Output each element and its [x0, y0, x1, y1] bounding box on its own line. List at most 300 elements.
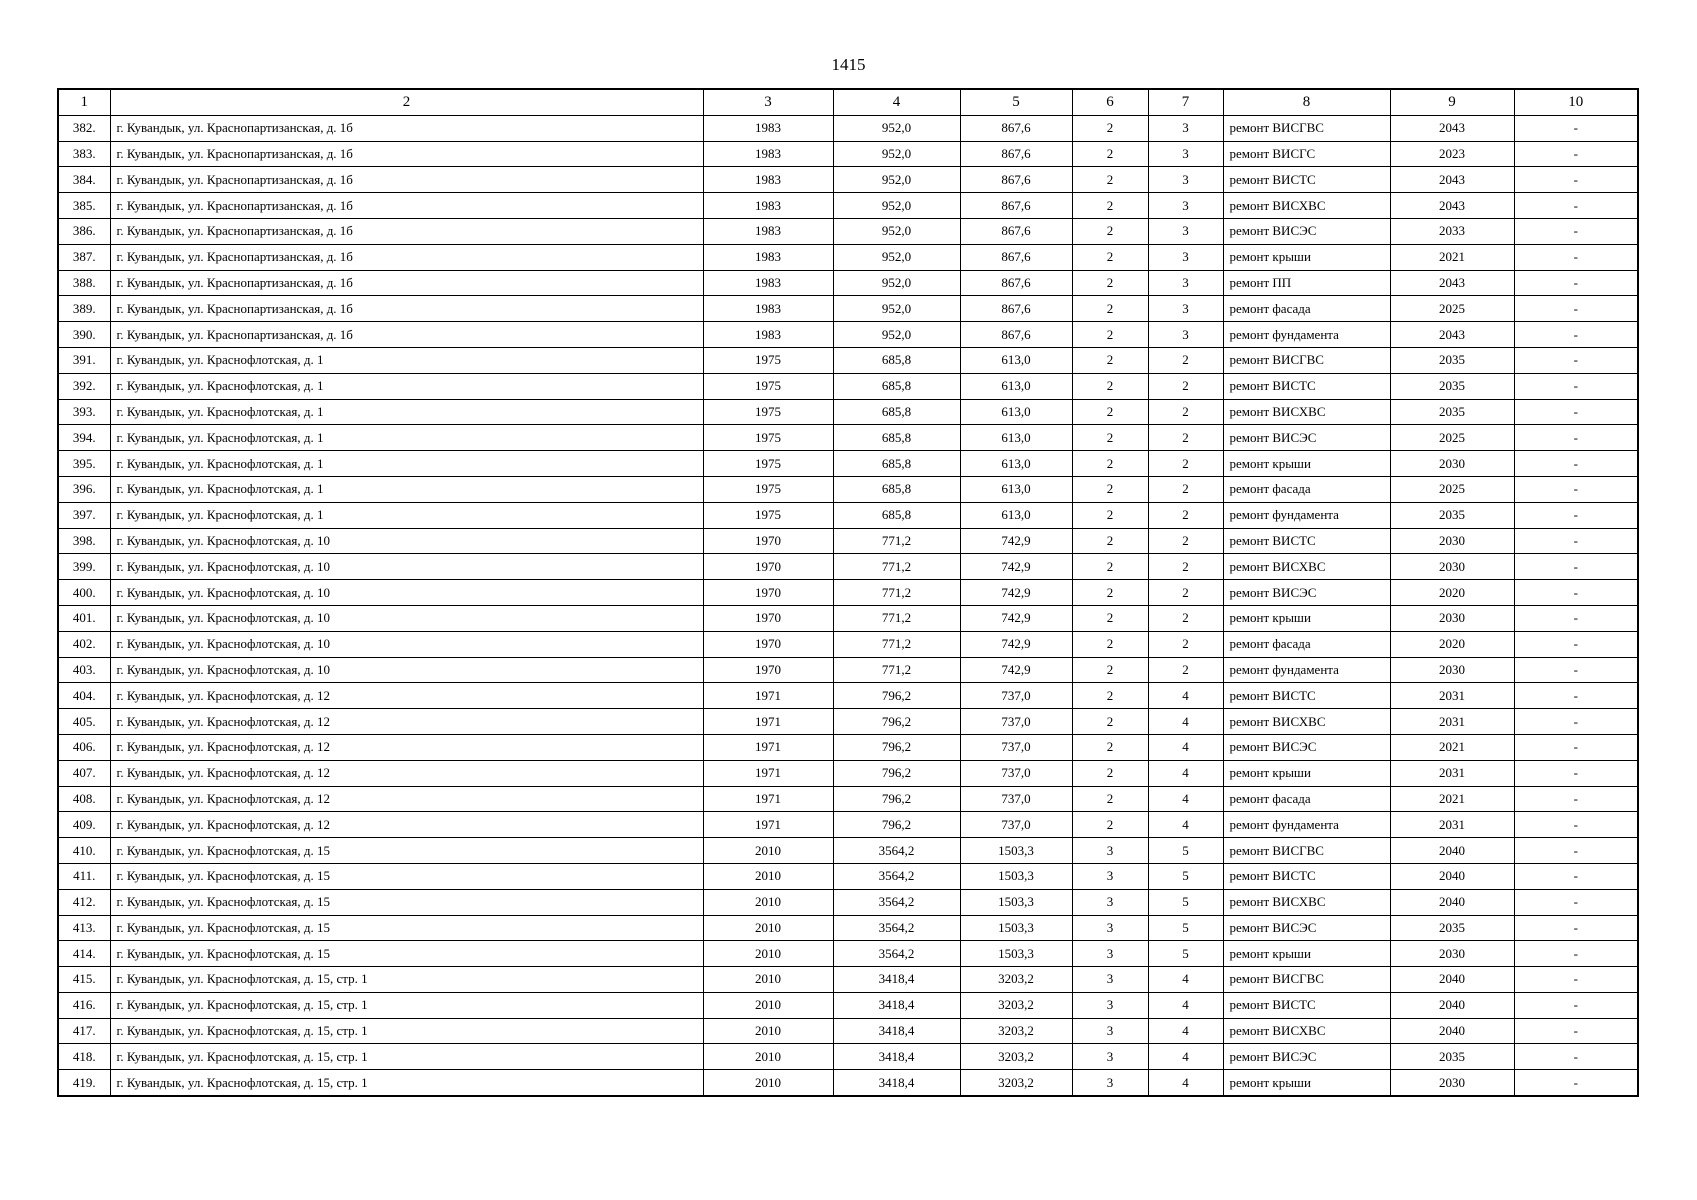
- table-row: [58, 683, 1638, 709]
- cell-col-7: 4: [1148, 1018, 1223, 1044]
- table-row: [58, 141, 1638, 167]
- cell-col-10: -: [1514, 967, 1638, 993]
- cell-col-1: 398.: [58, 528, 110, 554]
- cell-col-3: 2010: [703, 941, 833, 967]
- cell-col-10: -: [1514, 399, 1638, 425]
- cell-col-3: 2010: [703, 1044, 833, 1070]
- cell-col-9: 2035: [1390, 399, 1514, 425]
- cell-col-10: -: [1514, 141, 1638, 167]
- cell-col-1: 414.: [58, 941, 110, 967]
- cell-col-8: ремонт крыши: [1223, 451, 1390, 477]
- cell-col-2: г. Кувандык, ул. Краснофлотская, д. 12: [110, 709, 703, 735]
- cell-col-1: 392.: [58, 373, 110, 399]
- cell-col-4: 3564,2: [833, 941, 960, 967]
- cell-col-6: 3: [1072, 863, 1148, 889]
- cell-col-5: 867,6: [960, 141, 1072, 167]
- cell-col-9: 2025: [1390, 425, 1514, 451]
- cell-col-8: ремонт ВИСТС: [1223, 373, 1390, 399]
- cell-col-2: г. Кувандык, ул. Краснофлотская, д. 15, стр. 1: [110, 1070, 703, 1096]
- cell-col-10: -: [1514, 270, 1638, 296]
- cell-col-4: 3418,4: [833, 967, 960, 993]
- cell-col-10: -: [1514, 812, 1638, 838]
- header-cell-2: 2: [110, 89, 703, 115]
- cell-col-7: 2: [1148, 425, 1223, 451]
- cell-col-7: 4: [1148, 992, 1223, 1018]
- cell-col-10: -: [1514, 193, 1638, 219]
- cell-col-5: 742,9: [960, 554, 1072, 580]
- cell-col-5: 1503,3: [960, 889, 1072, 915]
- cell-col-6: 2: [1072, 347, 1148, 373]
- cell-col-5: 742,9: [960, 657, 1072, 683]
- cell-col-2: г. Кувандык, ул. Краснопартизанская, д. 1б: [110, 218, 703, 244]
- cell-col-10: -: [1514, 889, 1638, 915]
- cell-col-3: 1983: [703, 218, 833, 244]
- cell-col-7: 3: [1148, 322, 1223, 348]
- cell-col-4: 771,2: [833, 605, 960, 631]
- cell-col-9: 2035: [1390, 502, 1514, 528]
- cell-col-10: -: [1514, 373, 1638, 399]
- cell-col-5: 737,0: [960, 683, 1072, 709]
- cell-col-8: ремонт ВИСТС: [1223, 863, 1390, 889]
- cell-col-1: 409.: [58, 812, 110, 838]
- table-row: [58, 451, 1638, 477]
- cell-col-1: 390.: [58, 322, 110, 348]
- cell-col-10: -: [1514, 786, 1638, 812]
- cell-col-1: 393.: [58, 399, 110, 425]
- header-cell-1: 1: [58, 89, 110, 115]
- cell-col-1: 405.: [58, 709, 110, 735]
- cell-col-5: 1503,3: [960, 941, 1072, 967]
- cell-col-6: 2: [1072, 167, 1148, 193]
- cell-col-6: 2: [1072, 709, 1148, 735]
- cell-col-5: 3203,2: [960, 967, 1072, 993]
- table-row: [58, 786, 1638, 812]
- cell-col-9: 2031: [1390, 812, 1514, 838]
- cell-col-2: г. Кувандык, ул. Краснопартизанская, д. 1б: [110, 115, 703, 141]
- cell-col-3: 1983: [703, 322, 833, 348]
- cell-col-5: 742,9: [960, 631, 1072, 657]
- cell-col-8: ремонт ВИСХВС: [1223, 193, 1390, 219]
- cell-col-4: 796,2: [833, 760, 960, 786]
- cell-col-7: 5: [1148, 863, 1223, 889]
- cell-col-8: ремонт ВИСТС: [1223, 683, 1390, 709]
- cell-col-5: 3203,2: [960, 992, 1072, 1018]
- cell-col-9: 2030: [1390, 451, 1514, 477]
- cell-col-8: ремонт ВИСХВС: [1223, 1018, 1390, 1044]
- cell-col-7: 4: [1148, 709, 1223, 735]
- cell-col-1: 402.: [58, 631, 110, 657]
- cell-col-9: 2035: [1390, 373, 1514, 399]
- header-cell-10: 10: [1514, 89, 1638, 115]
- cell-col-1: 407.: [58, 760, 110, 786]
- cell-col-5: 867,6: [960, 115, 1072, 141]
- header-cell-4: 4: [833, 89, 960, 115]
- cell-col-6: 3: [1072, 1044, 1148, 1070]
- cell-col-8: ремонт фундамента: [1223, 502, 1390, 528]
- cell-col-1: 384.: [58, 167, 110, 193]
- cell-col-4: 952,0: [833, 244, 960, 270]
- header-cell-6: 6: [1072, 89, 1148, 115]
- table-row: [58, 167, 1638, 193]
- cell-col-5: 613,0: [960, 347, 1072, 373]
- table-row: [58, 115, 1638, 141]
- cell-col-1: 412.: [58, 889, 110, 915]
- cell-col-4: 952,0: [833, 322, 960, 348]
- cell-col-1: 397.: [58, 502, 110, 528]
- table-row: [58, 709, 1638, 735]
- cell-col-10: -: [1514, 760, 1638, 786]
- cell-col-2: г. Кувандык, ул. Краснофлотская, д. 10: [110, 631, 703, 657]
- cell-col-4: 796,2: [833, 734, 960, 760]
- cell-col-2: г. Кувандык, ул. Краснопартизанская, д. 1б: [110, 141, 703, 167]
- cell-col-9: 2040: [1390, 992, 1514, 1018]
- cell-col-4: 3418,4: [833, 1070, 960, 1096]
- cell-col-10: -: [1514, 1044, 1638, 1070]
- cell-col-8: ремонт ВИСЭС: [1223, 734, 1390, 760]
- cell-col-2: г. Кувандык, ул. Краснофлотская, д. 15, стр. 1: [110, 1018, 703, 1044]
- cell-col-5: 613,0: [960, 373, 1072, 399]
- cell-col-9: 2030: [1390, 1070, 1514, 1096]
- cell-col-3: 1971: [703, 709, 833, 735]
- cell-col-6: 3: [1072, 941, 1148, 967]
- cell-col-4: 3564,2: [833, 889, 960, 915]
- cell-col-8: ремонт ВИСГВС: [1223, 347, 1390, 373]
- table-row: [58, 554, 1638, 580]
- cell-col-10: -: [1514, 580, 1638, 606]
- cell-col-10: -: [1514, 244, 1638, 270]
- cell-col-1: 404.: [58, 683, 110, 709]
- cell-col-3: 2010: [703, 915, 833, 941]
- table-row: [58, 1018, 1638, 1044]
- cell-col-2: г. Кувандык, ул. Краснофлотская, д. 15: [110, 889, 703, 915]
- cell-col-3: 1983: [703, 270, 833, 296]
- table-row: [58, 218, 1638, 244]
- cell-col-2: г. Кувандык, ул. Краснопартизанская, д. 1б: [110, 167, 703, 193]
- cell-col-2: г. Кувандык, ул. Краснофлотская, д. 15, стр. 1: [110, 1044, 703, 1070]
- cell-col-8: ремонт ВИСЭС: [1223, 218, 1390, 244]
- cell-col-7: 2: [1148, 657, 1223, 683]
- cell-col-3: 1975: [703, 476, 833, 502]
- cell-col-6: 2: [1072, 605, 1148, 631]
- cell-col-8: ремонт ВИСЭС: [1223, 425, 1390, 451]
- cell-col-7: 2: [1148, 373, 1223, 399]
- cell-col-1: 396.: [58, 476, 110, 502]
- table-row: [58, 838, 1638, 864]
- cell-col-6: 3: [1072, 889, 1148, 915]
- table-row: [58, 889, 1638, 915]
- table-row: [58, 399, 1638, 425]
- cell-col-10: -: [1514, 347, 1638, 373]
- cell-col-5: 867,6: [960, 167, 1072, 193]
- cell-col-10: -: [1514, 838, 1638, 864]
- cell-col-9: 2035: [1390, 1044, 1514, 1070]
- cell-col-10: -: [1514, 502, 1638, 528]
- cell-col-3: 1970: [703, 657, 833, 683]
- cell-col-1: 386.: [58, 218, 110, 244]
- cell-col-6: 3: [1072, 992, 1148, 1018]
- cell-col-8: ремонт ВИСГВС: [1223, 838, 1390, 864]
- cell-col-10: -: [1514, 657, 1638, 683]
- cell-col-8: ремонт ВИСЭС: [1223, 915, 1390, 941]
- cell-col-2: г. Кувандык, ул. Краснофлотская, д. 12: [110, 786, 703, 812]
- cell-col-8: ремонт ВИСЭС: [1223, 1044, 1390, 1070]
- cell-col-6: 2: [1072, 244, 1148, 270]
- cell-col-3: 2010: [703, 1070, 833, 1096]
- cell-col-9: 2040: [1390, 1018, 1514, 1044]
- cell-col-3: 1975: [703, 347, 833, 373]
- cell-col-9: 2023: [1390, 141, 1514, 167]
- cell-col-7: 3: [1148, 141, 1223, 167]
- cell-col-4: 796,2: [833, 683, 960, 709]
- table-row: [58, 580, 1638, 606]
- table-row: [58, 244, 1638, 270]
- cell-col-2: г. Кувандык, ул. Краснопартизанская, д. 1б: [110, 270, 703, 296]
- cell-col-10: -: [1514, 528, 1638, 554]
- cell-col-8: ремонт крыши: [1223, 760, 1390, 786]
- cell-col-7: 5: [1148, 915, 1223, 941]
- cell-col-3: 1975: [703, 425, 833, 451]
- cell-col-2: г. Кувандык, ул. Краснофлотская, д. 15: [110, 863, 703, 889]
- cell-col-3: 1970: [703, 528, 833, 554]
- cell-col-4: 952,0: [833, 141, 960, 167]
- cell-col-6: 2: [1072, 373, 1148, 399]
- cell-col-10: -: [1514, 863, 1638, 889]
- cell-col-9: 2035: [1390, 915, 1514, 941]
- cell-col-8: ремонт крыши: [1223, 605, 1390, 631]
- cell-col-1: 417.: [58, 1018, 110, 1044]
- cell-col-2: г. Кувандык, ул. Краснофлотская, д. 15: [110, 941, 703, 967]
- cell-col-3: 1970: [703, 605, 833, 631]
- cell-col-1: 383.: [58, 141, 110, 167]
- cell-col-4: 3564,2: [833, 863, 960, 889]
- cell-col-4: 685,8: [833, 425, 960, 451]
- cell-col-3: 2010: [703, 889, 833, 915]
- table-row: [58, 347, 1638, 373]
- header-cell-8: 8: [1223, 89, 1390, 115]
- cell-col-7: 2: [1148, 605, 1223, 631]
- cell-col-3: 2010: [703, 1018, 833, 1044]
- cell-col-1: 382.: [58, 115, 110, 141]
- cell-col-7: 3: [1148, 115, 1223, 141]
- cell-col-7: 3: [1148, 193, 1223, 219]
- cell-col-8: ремонт ВИСТС: [1223, 528, 1390, 554]
- cell-col-2: г. Кувандык, ул. Краснофлотская, д. 15: [110, 915, 703, 941]
- cell-col-3: 1983: [703, 193, 833, 219]
- cell-col-7: 4: [1148, 683, 1223, 709]
- cell-col-1: 418.: [58, 1044, 110, 1070]
- cell-col-3: 2010: [703, 992, 833, 1018]
- cell-col-4: 3564,2: [833, 838, 960, 864]
- cell-col-9: 2030: [1390, 941, 1514, 967]
- cell-col-4: 796,2: [833, 709, 960, 735]
- cell-col-2: г. Кувандык, ул. Краснофлотская, д. 12: [110, 812, 703, 838]
- cell-col-6: 2: [1072, 270, 1148, 296]
- cell-col-4: 685,8: [833, 451, 960, 477]
- cell-col-5: 3203,2: [960, 1044, 1072, 1070]
- cell-col-6: 2: [1072, 451, 1148, 477]
- cell-col-7: 2: [1148, 502, 1223, 528]
- cell-col-5: 737,0: [960, 734, 1072, 760]
- cell-col-8: ремонт фасада: [1223, 786, 1390, 812]
- cell-col-5: 613,0: [960, 451, 1072, 477]
- cell-col-4: 952,0: [833, 218, 960, 244]
- cell-col-9: 2043: [1390, 115, 1514, 141]
- cell-col-8: ремонт ВИСХВС: [1223, 889, 1390, 915]
- table-container: [57, 88, 1639, 1097]
- cell-col-10: -: [1514, 1070, 1638, 1096]
- cell-col-8: ремонт ПП: [1223, 270, 1390, 296]
- cell-col-4: 685,8: [833, 399, 960, 425]
- cell-col-3: 1983: [703, 141, 833, 167]
- cell-col-1: 387.: [58, 244, 110, 270]
- cell-col-10: -: [1514, 734, 1638, 760]
- cell-col-6: 2: [1072, 631, 1148, 657]
- cell-col-10: -: [1514, 167, 1638, 193]
- cell-col-6: 2: [1072, 528, 1148, 554]
- cell-col-9: 2043: [1390, 167, 1514, 193]
- cell-col-5: 742,9: [960, 580, 1072, 606]
- cell-col-7: 4: [1148, 734, 1223, 760]
- cell-col-5: 742,9: [960, 605, 1072, 631]
- cell-col-5: 613,0: [960, 399, 1072, 425]
- cell-col-3: 1970: [703, 580, 833, 606]
- cell-col-7: 2: [1148, 476, 1223, 502]
- cell-col-7: 2: [1148, 347, 1223, 373]
- table-row: [58, 605, 1638, 631]
- cell-col-8: ремонт ВИСХВС: [1223, 399, 1390, 425]
- cell-col-6: 2: [1072, 554, 1148, 580]
- cell-col-4: 771,2: [833, 657, 960, 683]
- cell-col-4: 796,2: [833, 786, 960, 812]
- cell-col-9: 2030: [1390, 605, 1514, 631]
- cell-col-3: 1971: [703, 734, 833, 760]
- cell-col-5: 1503,3: [960, 915, 1072, 941]
- table-row: [58, 193, 1638, 219]
- table-row: [58, 760, 1638, 786]
- cell-col-2: г. Кувандык, ул. Краснофлотская, д. 1: [110, 451, 703, 477]
- cell-col-2: г. Кувандык, ул. Краснофлотская, д. 10: [110, 657, 703, 683]
- cell-col-6: 2: [1072, 760, 1148, 786]
- header-cell-3: 3: [703, 89, 833, 115]
- cell-col-2: г. Кувандык, ул. Краснофлотская, д. 15, стр. 1: [110, 992, 703, 1018]
- cell-col-6: 2: [1072, 476, 1148, 502]
- cell-col-6: 3: [1072, 1070, 1148, 1096]
- cell-col-10: -: [1514, 115, 1638, 141]
- cell-col-5: 3203,2: [960, 1018, 1072, 1044]
- cell-col-7: 3: [1148, 270, 1223, 296]
- cell-col-6: 2: [1072, 322, 1148, 348]
- table-row: [58, 528, 1638, 554]
- cell-col-9: 2031: [1390, 709, 1514, 735]
- cell-col-3: 1983: [703, 167, 833, 193]
- cell-col-2: г. Кувандык, ул. Краснофлотская, д. 10: [110, 528, 703, 554]
- cell-col-9: 2040: [1390, 838, 1514, 864]
- cell-col-4: 952,0: [833, 115, 960, 141]
- cell-col-8: ремонт ВИСГВС: [1223, 967, 1390, 993]
- cell-col-3: 1975: [703, 451, 833, 477]
- cell-col-7: 4: [1148, 967, 1223, 993]
- cell-col-6: 3: [1072, 967, 1148, 993]
- cell-col-10: -: [1514, 709, 1638, 735]
- cell-col-2: г. Кувандык, ул. Краснофлотская, д. 1: [110, 373, 703, 399]
- cell-col-2: г. Кувандык, ул. Краснофлотская, д. 12: [110, 760, 703, 786]
- cell-col-1: 401.: [58, 605, 110, 631]
- cell-col-10: -: [1514, 296, 1638, 322]
- cell-col-5: 737,0: [960, 709, 1072, 735]
- table-row: [58, 270, 1638, 296]
- cell-col-10: -: [1514, 451, 1638, 477]
- cell-col-9: 2021: [1390, 734, 1514, 760]
- cell-col-3: 1975: [703, 373, 833, 399]
- cell-col-7: 3: [1148, 296, 1223, 322]
- cell-col-1: 406.: [58, 734, 110, 760]
- cell-col-9: 2040: [1390, 889, 1514, 915]
- cell-col-5: 742,9: [960, 528, 1072, 554]
- cell-col-4: 685,8: [833, 476, 960, 502]
- cell-col-9: 2043: [1390, 193, 1514, 219]
- cell-col-4: 3564,2: [833, 915, 960, 941]
- cell-col-2: г. Кувандык, ул. Краснофлотская, д. 1: [110, 425, 703, 451]
- cell-col-6: 2: [1072, 812, 1148, 838]
- cell-col-10: -: [1514, 322, 1638, 348]
- cell-col-2: г. Кувандык, ул. Краснофлотская, д. 1: [110, 502, 703, 528]
- cell-col-3: 1975: [703, 399, 833, 425]
- table-row: [58, 425, 1638, 451]
- cell-col-7: 5: [1148, 941, 1223, 967]
- cell-col-1: 410.: [58, 838, 110, 864]
- cell-col-3: 1983: [703, 296, 833, 322]
- cell-col-9: 2035: [1390, 347, 1514, 373]
- cell-col-9: 2025: [1390, 476, 1514, 502]
- cell-col-6: 2: [1072, 580, 1148, 606]
- cell-col-10: -: [1514, 218, 1638, 244]
- cell-col-2: г. Кувандык, ул. Краснопартизанская, д. 1б: [110, 193, 703, 219]
- cell-col-4: 771,2: [833, 554, 960, 580]
- cell-col-6: 3: [1072, 915, 1148, 941]
- table-row: [58, 734, 1638, 760]
- cell-col-10: -: [1514, 915, 1638, 941]
- cell-col-1: 419.: [58, 1070, 110, 1096]
- cell-col-9: 2020: [1390, 580, 1514, 606]
- header-row: [58, 89, 1638, 115]
- cell-col-3: 1971: [703, 760, 833, 786]
- cell-col-8: ремонт фундамента: [1223, 657, 1390, 683]
- table-row: [58, 1044, 1638, 1070]
- table-row: [58, 1070, 1638, 1096]
- cell-col-2: г. Кувандык, ул. Краснофлотская, д. 1: [110, 347, 703, 373]
- table-row: [58, 631, 1638, 657]
- cell-col-9: 2040: [1390, 967, 1514, 993]
- cell-col-3: 1971: [703, 786, 833, 812]
- cell-col-7: 5: [1148, 889, 1223, 915]
- cell-col-1: 388.: [58, 270, 110, 296]
- cell-col-8: ремонт ВИСТС: [1223, 167, 1390, 193]
- cell-col-7: 4: [1148, 786, 1223, 812]
- cell-col-1: 408.: [58, 786, 110, 812]
- cell-col-5: 3203,2: [960, 1070, 1072, 1096]
- cell-col-6: 2: [1072, 141, 1148, 167]
- cell-col-1: 415.: [58, 967, 110, 993]
- cell-col-2: г. Кувандык, ул. Краснофлотская, д. 10: [110, 554, 703, 580]
- table-row: [58, 296, 1638, 322]
- header-cell-7: 7: [1148, 89, 1223, 115]
- table-row: [58, 476, 1638, 502]
- cell-col-8: ремонт фасада: [1223, 296, 1390, 322]
- cell-col-10: -: [1514, 425, 1638, 451]
- cell-col-1: 394.: [58, 425, 110, 451]
- cell-col-6: 2: [1072, 502, 1148, 528]
- cell-col-6: 2: [1072, 657, 1148, 683]
